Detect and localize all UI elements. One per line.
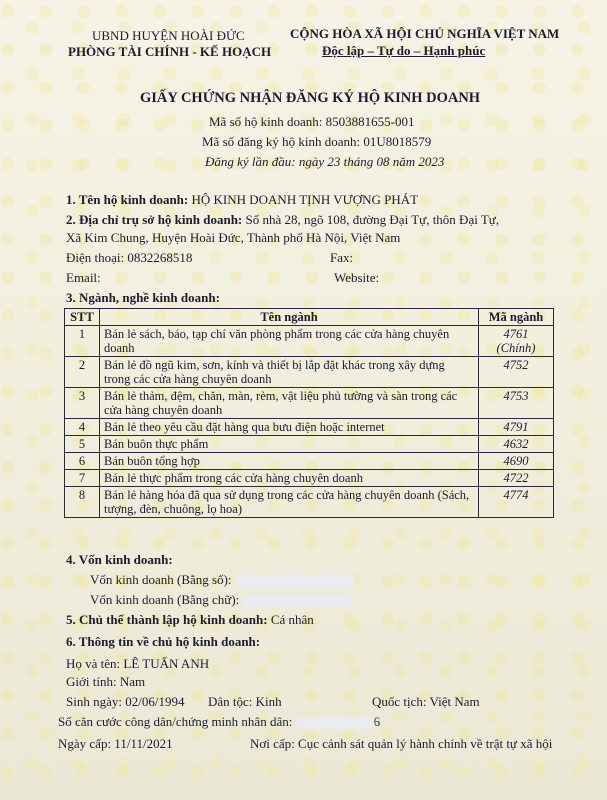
row-ten-nganh: Bán lẻ thực phẩm trong các cửa hàng chuyên doanh (100, 470, 479, 487)
table-row (65, 470, 554, 487)
row-ma-nganh: 4774 (479, 487, 554, 518)
row-ten-nganh: Bán buôn thực phẩm (100, 436, 479, 453)
row-ma-nganh: 4690 (479, 453, 554, 470)
row-stt: 2 (65, 357, 100, 388)
header-stt: STT (65, 309, 100, 326)
row-stt: 6 (65, 453, 100, 470)
dien-thoai: Điện thoại: 0832268518 (66, 250, 193, 265)
national-motto: Độc lập – Tự do – Hạnh phúc (322, 43, 486, 58)
document-title: GIẤY CHỨNG NHẬN ĐĂNG KÝ HỘ KINH DOANH (140, 90, 481, 106)
redacted-value (243, 595, 353, 607)
national-title: CỘNG HÒA XÃ HỘI CHỦ NGHĨA VIỆT NAM (290, 26, 560, 41)
ngay-dang-ky: Đăng ký lần đầu: ngày 23 tháng 08 năm 2023 (205, 154, 445, 169)
row-ten-nganh: Bán lẻ sách, báo, tạp chí văn phòng phẩm trong các cửa hàng chuyên doanh (100, 326, 479, 357)
section-chu-ho: 6. Thông tin về chủ hộ kinh doanh: (66, 634, 261, 649)
gioi-tinh: Giới tính: Nam (66, 674, 146, 689)
table-row (65, 326, 554, 357)
row-ten-nganh: Bán lẻ thảm, đệm, chăn, màn, rèm, vật liệu phủ tường và sàn trong các cửa hàng chuyên doanh (100, 388, 479, 419)
row-stt: 5 (65, 436, 100, 453)
table-row (65, 487, 554, 518)
row-ma-nganh: 4722 (479, 470, 554, 487)
row-stt: 1 (65, 326, 100, 357)
redacted-value (296, 717, 374, 729)
ngay-cap: Ngày cấp: 11/11/2021 (58, 736, 173, 751)
so-cccd: Số căn cước công dân/chứng minh nhân dân: 6 (58, 714, 381, 729)
table-row (65, 388, 554, 419)
row-ma-nganh: 4753 (479, 388, 554, 419)
row-ma-nganh: 4632 (479, 436, 554, 453)
table-row (65, 436, 554, 453)
section-dia-chi: 2. Địa chỉ trụ sở hộ kinh doanh: Số nhà 28, ngõ 108, đường Đại Tự, thôn Đại Tự, (66, 212, 500, 227)
row-stt: 7 (65, 470, 100, 487)
row-ma-nganh: 4791 (479, 419, 554, 436)
header-ma-nganh: Mã ngành (479, 309, 554, 326)
section-chu-the: 5. Chủ thể thành lập hộ kinh doanh: Cá nhân (66, 612, 314, 627)
ma-so-ho-kinh-doanh: Mã số hộ kinh doanh: 8503881655-001 (209, 114, 415, 129)
table-row (65, 357, 554, 388)
ho-ten: Họ và tên: LÊ TUẤN ANH (66, 656, 210, 671)
row-stt: 8 (65, 487, 100, 518)
row-ten-nganh: Bán lẻ hàng hóa đã qua sử dụng trong các cửa hàng chuyên doanh (Sách, tượng, đèn, chuông, lọ hoa) (100, 487, 479, 518)
table-row (65, 419, 554, 436)
email: Email: (66, 270, 101, 285)
issuer-authority: UBND HUYỆN HOÀI ĐỨC (92, 28, 245, 43)
section-von: 4. Vốn kinh doanh: (66, 552, 173, 567)
row-ten-nganh: Bán lẻ theo yêu cầu đặt hàng qua bưu điện hoặc internet (100, 419, 479, 436)
website: Website: (334, 270, 380, 285)
dan-toc: Dân tộc: Kinh (208, 694, 282, 709)
row-ten-nganh: Bán lẻ đồ ngũ kim, sơn, kính và thiết bị lắp đặt khác trong xây dựng trong các cửa hàng chuyên doanh (100, 357, 479, 388)
row-ten-nganh: Bán buôn tổng hợp (100, 453, 479, 470)
nganh-nghe-table (64, 308, 554, 518)
ma-so-dang-ky: Mã số đăng ký hộ kinh doanh: 01U8018579 (202, 134, 432, 149)
row-ma-nganh: 4752 (479, 357, 554, 388)
header-ten-nganh: Tên ngành (100, 309, 479, 326)
table-header-row (65, 309, 554, 326)
redacted-value (235, 575, 355, 587)
row-ma-nganh: 4761 (Chính) (479, 326, 554, 357)
section-nganh-nghe: 3. Ngành, nghề kinh doanh: (66, 290, 220, 305)
sinh-ngay: Sinh ngày: 02/06/1994 (66, 694, 185, 709)
quoc-tich: Quốc tịch: Việt Nam (372, 694, 480, 709)
issuer-department: PHÒNG TÀI CHÍNH - KẾ HOẠCH (68, 44, 272, 59)
fax: Fax: (330, 250, 354, 265)
row-stt: 4 (65, 419, 100, 436)
dia-chi-line2: Xã Kim Chung, Huyện Hoài Đức, Thành phố Hà Nội, Việt Nam (66, 230, 401, 245)
von-bang-chu: Vốn kinh doanh (Bằng chữ): (90, 592, 353, 608)
section-ten-ho: 1. Tên hộ kinh doanh: HỘ KINH DOANH TỊNH VƯỢNG PHÁT (66, 192, 419, 207)
table-row (65, 453, 554, 470)
row-stt: 3 (65, 388, 100, 419)
noi-cap: Nơi cấp: Cục cảnh sát quản lý hành chính về trật tự xã hội (250, 736, 553, 751)
von-bang-so: Vốn kinh doanh (Bằng số): (90, 572, 355, 588)
